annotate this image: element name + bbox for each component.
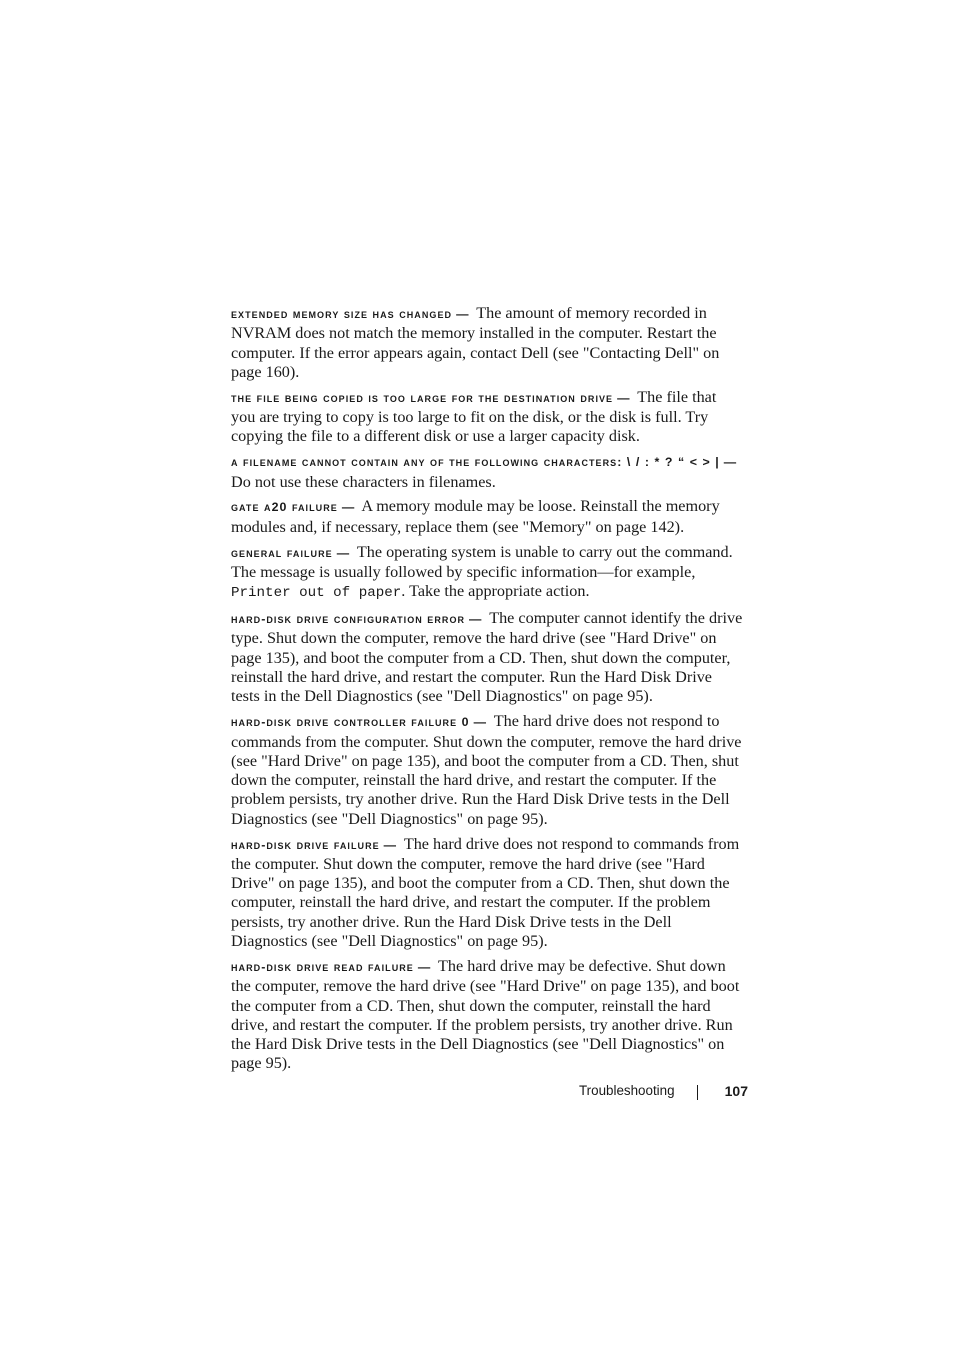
em-dash: — xyxy=(469,612,482,627)
entry-gate-a20 xyxy=(231,497,743,537)
em-dash: — xyxy=(617,390,630,405)
entry-hdd-failure xyxy=(231,835,743,952)
entry-term: general failure xyxy=(231,545,333,560)
em-dash: — xyxy=(723,455,737,470)
entry-description: The computer cannot identify the drive type. Shut down the computer, remove the hard drive (see "Hard Drive" on page 135), and boot the computer from a CD. Then, shut down the computer, reinstall the hard drive, and restart the computer. Run the Hard Disk Drive tests in the Dell Diagnostics (see "Dell Diagnostics" on page 95). xyxy=(231,609,743,706)
entry-description: The file that you are trying to copy is too large to fit on the disk, or the disk is full. Try copying the file to a different disk or use a larger capacity disk. xyxy=(231,387,717,446)
em-dash: — xyxy=(473,715,486,730)
em-dash: — xyxy=(417,959,431,974)
entry-term: a filename cannot contain any of the following characters: \ / : * ? “ < > | xyxy=(231,455,720,470)
entry-hdd-controller-failure xyxy=(231,712,743,829)
entry-description: A memory module may be loose. Reinstall the memory modules and, if necessary, replace them (see "Memory" on page 142). xyxy=(231,497,720,536)
entry-description: The operating system is unable to carry out the command. The message is usually followed by specific information—for example, xyxy=(231,542,733,581)
entry-term: extended memory size has changed xyxy=(231,307,453,321)
entry-hdd-read-failure xyxy=(231,957,743,1074)
entry-description: The hard drive may be defective. Shut down the computer, remove the hard drive (see "Hard Drive" on page 135), and boot the computer from a CD. Then, shut down the computer, reinstall the hard drive, and restart the computer. If the problem persists, try another drive. Run the Hard Disk Drive tests in the Dell Diagnostics (see "Dell Diagnostics" on page 95). xyxy=(231,956,740,1073)
entry-hdd-configuration-error xyxy=(231,609,743,706)
em-dash: — xyxy=(456,307,469,321)
entry-term: hard-disk drive configuration error xyxy=(231,612,466,627)
page-footer xyxy=(560,1083,750,1103)
entry-filename-characters xyxy=(231,452,743,492)
entry-general-failure xyxy=(231,543,743,604)
error-message-list xyxy=(231,304,743,1079)
em-dash: — xyxy=(336,545,350,560)
entry-description: Do not use these characters in filenames. xyxy=(231,472,496,491)
em-dash: — xyxy=(383,837,397,852)
entry-description: The amount of memory recorded in NVRAM does not match the memory installed in the computer. Restart the computer. If the error appears again, contact Dell (see "Contacting Dell" on page 160). xyxy=(231,304,720,381)
entry-term: hard-disk drive failure xyxy=(231,837,380,852)
page-number: 107 xyxy=(724,1083,748,1099)
entry-term: gate a20 failure xyxy=(231,500,338,515)
entry-extended-memory xyxy=(231,304,743,382)
entry-description-end: . Take the appropriate action. xyxy=(401,582,590,601)
footer-section-title: Troubleshooting xyxy=(579,1083,675,1098)
entry-description: The hard drive does not respond to commands from the computer. Shut down the computer, remove the hard drive (see "Hard Drive" on page 135), and boot the computer from a CD. Then, shut down the computer, reinstall the hard drive, and restart the computer. If the problem persists, try another drive. Run the Hard Disk Drive tests in the Dell Diagnostics (see "Dell Diagnostics" on page 95). xyxy=(231,834,740,951)
entry-file-too-large xyxy=(231,388,743,447)
entry-term: hard-disk drive controller failure 0 xyxy=(231,715,470,730)
entry-term: hard-disk drive read failure xyxy=(231,959,414,974)
em-dash: — xyxy=(341,500,355,515)
entry-description: The hard drive does not respond to commands from the computer. Shut down the computer, remove the hard drive (see "Hard Drive" on page 135), and boot the computer from a CD. Then, shut down the computer, reinstall the hard drive, and restart the computer. If the problem persists, try another drive. Run the Hard Disk Drive tests in the Dell Diagnostics (see "Dell Diagnostics" on page 95). xyxy=(231,712,742,828)
code-message: Printer out of paper xyxy=(231,585,402,602)
footer-divider xyxy=(697,1085,698,1100)
entry-term: the file being copied is too large for the destination drive xyxy=(231,390,614,405)
